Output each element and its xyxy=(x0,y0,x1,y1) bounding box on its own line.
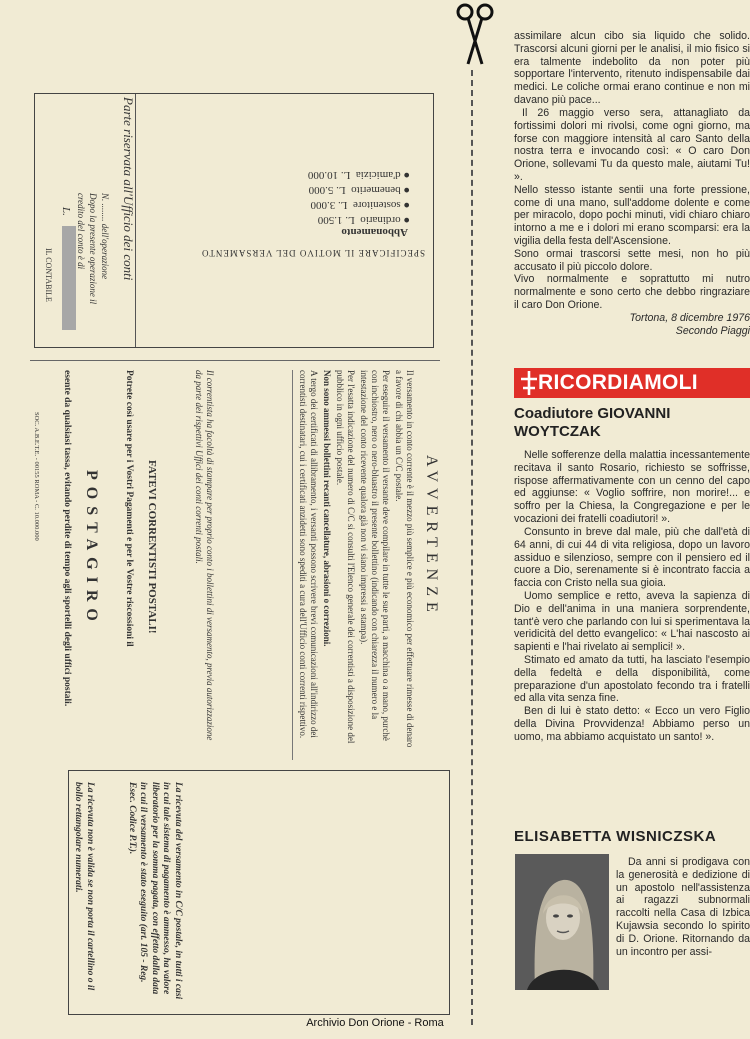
section-divider xyxy=(30,360,440,361)
person2-block xyxy=(616,856,750,959)
person1-paragraph: Uomo semplice e retto, aveva la sapienza di Dio e dell'anima in una maniera sorprendente, tant'è vero che parlando con lui si sperimentava la veridicità del detto evangelico: « L'hai nascosto ai sapienti e l'hai rivelato ai semplici! ». xyxy=(514,589,750,654)
story-block xyxy=(514,30,750,338)
avvertenze-title: AVVERTENZE xyxy=(423,455,440,618)
promo-title: FATEVI CORRENTISTI POSTALI! xyxy=(146,460,158,634)
subscription-item[interactable]: ● d'amicizia L. 10.000 xyxy=(307,169,410,181)
portrait-image xyxy=(515,854,609,990)
reserved-line-3: credito del conto è di xyxy=(76,193,86,270)
ricordiamoli-banner xyxy=(514,368,750,398)
banner-title: RICORDIAMOLI xyxy=(538,371,698,394)
story-paragraph: assimilare alcun cibo sia liquido che solido. Trascorsi alcuni giorni per le analisi, il mio fisico si era talmente indebolito da non poter più sopportare l'intervento, ritenuto indispensabile dai medici. Le coliche ormai erano continue e non mi davano più pace... xyxy=(514,30,750,107)
reserved-title: Parte riservata all'Ufficio dei conti xyxy=(121,97,136,281)
story-paragraph: Vivo normalmente e soprattutto mi nutro normalmente e sono certo che debbo ringraziare il caro Don Orione. xyxy=(514,273,750,312)
avvertenze-paragraph: Non sono ammessi bollettini recanti cancellature, abrasioni o correzioni. xyxy=(322,370,333,647)
credit-field xyxy=(62,226,76,330)
person1-block xyxy=(514,449,750,744)
promo-postagiro: POSTAGIRO xyxy=(83,470,100,628)
subscription-list xyxy=(260,169,410,282)
avvertenze-paragraph: A tergo dei certificati di allibramento, i versanti possono scrivere brevi comunicazioni all'indirizzo dei correntisti destinatari, cui i certificati anzidetti sono spediti a cura dell'Ufficio conti correnti rispettivo. xyxy=(298,370,320,739)
person1-paragraph: Stimato ed amato da tutti, ha lasciato l'esempio della fedeltà e della disponibilità, come preparazione d'un apostolato fecondo tra i fratelli ed alla vita senza fine. xyxy=(514,654,750,705)
person2-paragraph: Da anni si prodigava con la generosità e dedizione di un apostolo nell'assistenza ai ragazzi subnormali raccolti nella Casa di Izbica Kujawsia secondo lo spirito di D. Orione. Ritornando da un incontro per assi- xyxy=(616,856,750,958)
person1-title: Coadiutore GIOVANNI WOYTCZAK xyxy=(514,405,671,440)
cross-icon xyxy=(518,368,540,398)
person1-paragraph: Nelle sofferenze della malattia incessantemente recitava il santo Rosario, richiesto se soffrisse, rispose affermativamente con un cenno del capo ed aggiunse: « Voglio soffrire, non morire!... e soffro per la Chiesa, la Congregazione e per le vocazioni dei fratelli coadiutori! ». xyxy=(514,449,750,526)
avvertenze-note: Il correntista ha facoltà di stampare per proprio conto i bollettini di versamento, previa autorizzazione da parte dei rispettivi Uffici dei conti correnti postali. xyxy=(194,370,215,741)
vertical-divider xyxy=(292,370,293,760)
subscription-title: Abbonamento xyxy=(341,226,408,238)
story-paragraph: Il 26 maggio verso sera, attanagliato da fortissimi dolori mi rivolsi, come ogni giorno, ma forse con maggiore intensità al caro Santo della nostra terra e invocando così: « O caro Don Orione, sollevami Tu da questo male, aiutami Tu! ». xyxy=(514,106,750,183)
reserved-signature: IL CONTABILE xyxy=(44,248,53,302)
avvertenze-paragraph: Per l'esatta indicazione del numero di C/C si consulti l'Elenco generale dei correntisti a disposizione del pubblico in ogni ufficio postale. xyxy=(335,370,357,744)
reserved-line-4: L. xyxy=(60,207,72,216)
scissors-icon xyxy=(455,2,495,66)
person1-paragraph: Consunto in breve dal male, più che dall'età di 64 anni, di cui 44 di vita religiosa, dopo un lavoro assiduo e silenzioso, sempre con il pensiero ed il cuore a Dio, serenamente si è incontrato faccia a faccia con Cristo nella sua gioia. xyxy=(514,525,750,590)
avvertenze-paragraph: Il versamento in conto corrente è il mezzo più semplice e più economico per effettuare rimesse di denaro a favore di chi abbia un C/C postale. xyxy=(394,370,415,748)
avvertenze-text xyxy=(300,370,415,750)
reserved-line-1: N. ........ dell'operazione xyxy=(100,193,110,280)
receipt-note-2: La ricevuta non è valida se non porta il cartellino o il bollo rettangolare numerati. xyxy=(73,782,95,991)
portrait-photo xyxy=(515,854,609,990)
subscription-item[interactable]: ● benemerito L. 5.000 xyxy=(308,184,410,196)
promo-line: Potrete così usare per i Vostri Pagamenti e per le Vostre riscossioni il xyxy=(124,370,134,647)
promo-tail: esente da qualsiasi tassa, evitando perdite di tempo agli sportelli degli uffici postali. xyxy=(62,370,72,707)
footer-archive: Archivio Don Orione - Roma xyxy=(306,1017,444,1029)
person2-title: ELISABETTA WISNICZSKA xyxy=(514,828,717,845)
story-paragraph: Nello stesso istante sentii una forte pressione, come di una mano, sull'addome dolente e come per miracolo, dopo pochi minuti, vidi chiaro chiaro intorno a me e i dolori mi erano scomparsi: era la vigilia della festa dell'Ascensione. xyxy=(514,183,750,247)
reserved-line-2: Dopo la presente operazione il xyxy=(88,193,98,305)
story-paragraph: Sono ormai trascorsi sette mesi, non ho più accusato il più piccolo dolore. xyxy=(514,247,750,273)
story-place-date: Tortona, 8 dicembre 1976 xyxy=(629,311,750,324)
subscription-header: SPECIFICARE IL MOTIVO DEL VERSAMENTO xyxy=(200,248,425,258)
subscription-item[interactable]: ● ordinario L. 1.500 xyxy=(317,214,410,226)
printer-line: SOC. A.B.E.T.E. - 00155 ROMA - C. 10.000.000 xyxy=(33,412,40,541)
subscription-item[interactable]: ● sostenitore L. 3.000 xyxy=(310,199,410,211)
person1-paragraph: Ben di lui è stato detto: « Ecco un vero Figlio della Divina Provvidenza! Abbiamo perso un uomo, ma abbiamo acquistato un santo! ». xyxy=(514,705,750,743)
receipt-note-1: La ricevuta del versamento in C/C postale, in tutti i casi in cui tale sistema di pagamento è ammesso, ha valore liberatorio per la somma pagata, con effetto dalla data in cui il versamento è stato eseguito (art. 105 - Reg. Esec. Codice P.T.). xyxy=(126,782,183,1000)
cut-line xyxy=(471,70,473,1025)
avvertenze-paragraph: Per eseguire il versamento il versante deve compilare in tutte le sue parti, a macchina o a mano, purchè con inchiostro, nero o nero-bluastro il presente bollettino (indicando con chiarezza il numero e la intestazione del conto ricevente qualora già non vi siano impressi a stampa). xyxy=(359,370,392,741)
story-author: Secondo Piaggi xyxy=(675,324,750,337)
